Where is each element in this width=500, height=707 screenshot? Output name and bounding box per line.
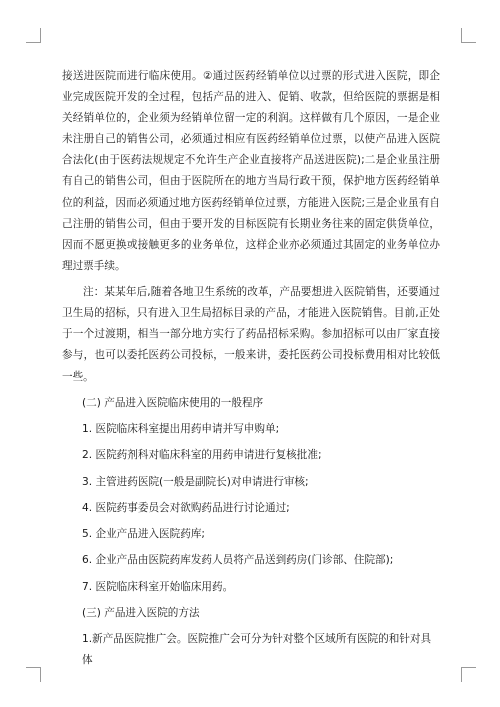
document-body bbox=[62, 66, 440, 672]
procedure-step-3: 3. 主管进药医院(一般是副院长)对申请进行审核; bbox=[82, 475, 309, 488]
crop-mark-top-left bbox=[26, 28, 41, 43]
section-heading-2: (二) 产品进入医院临床使用的一般程序 bbox=[82, 396, 264, 409]
procedure-step-5: 5. 企业产品进入医院药库; bbox=[82, 528, 205, 541]
procedure-step-6: 6. 企业产品由医院药库发药人员将产品送到药房(门诊部、住院部); bbox=[82, 554, 394, 567]
crop-mark-bottom-left bbox=[26, 667, 41, 682]
method-paragraph: 1.新产品医院推广会。医院推广会可分为针对整个区域所有医院的和针对具体 bbox=[82, 633, 432, 667]
procedure-step-2: 2. 医院药剂科对临床科室的用药申请进行复核批准; bbox=[82, 449, 322, 462]
procedure-step-7: 7. 医院临床科室开始临床用药。 bbox=[82, 580, 234, 593]
note-paragraph: 注：某某年后,随着各地卫生系统的改革，产品要想进入医院销售，还要通过卫生局的招标，只有进入卫生局招标目录的产品，才能进入医院销售。目前,正处于一个过渡期，相当一部分地方实行了药品招标采购。参加招标可以由厂家直接参与，也可以委托医药公司投标，一般来讲，委托医药公司投标费用相对比较低一些。 bbox=[62, 286, 440, 383]
section-heading-3: (三) 产品进入医院的方法 bbox=[82, 607, 200, 620]
procedure-step-1: 1. 医院临床科室提出用药申请并写申购单; bbox=[82, 423, 280, 436]
procedure-steps-list bbox=[62, 419, 440, 598]
procedure-step-4: 4. 医院药事委员会对欲购药品进行讨论通过; bbox=[82, 501, 290, 514]
crop-mark-top-right bbox=[461, 28, 476, 43]
body-paragraph: 接送进医院而进行临床使用。②通过医药经销单位以过票的形式进入医院，即企业完成医院开发的全过程，包括产品的进入、促销、收款，但给医院的票据是相关经销单位的，企业须为经销单位留一定的利润。这样做有几个原因，一是企业未注册自己的销售公司，必须通过相应有医药经销单位过票，以使产品进入医院合法化(由于医药法规规定不允许生产企业直接将产品送进医院);二是企业虽注册有自己的销售公司，但由于医院所在的地方当局行政干预，保护地方医药经销单位的利益，因而必须通过地方医药经销单位过票，方能进入医院;三是企业虽有自己注册的销售公司，但由于要开发的目标医院有长期业务往来的固定供货单位，因而不愿更换或接触更多的业务单位，这样企业亦必须通过其固定的业务单位办理过票手续。 bbox=[62, 70, 440, 272]
crop-mark-bottom-right bbox=[461, 667, 476, 682]
